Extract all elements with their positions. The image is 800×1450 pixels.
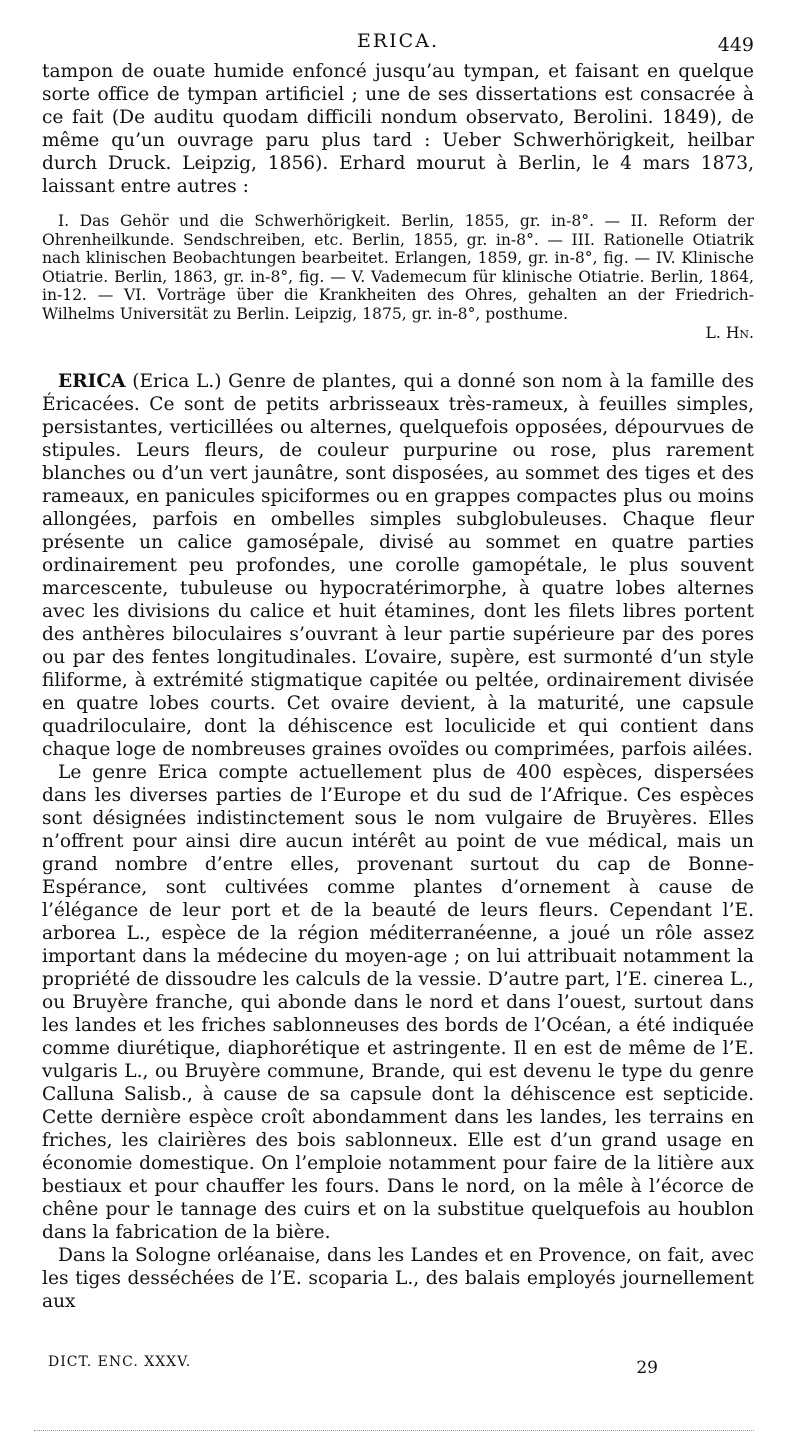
intro-paragraph: tampon de ouate humide enfoncé jusqu’au tympan, et faisant en quelque sorte office de tympan artificiel ; une de ses dissertations est consacrée à ce fait (De auditu quodam difficili nondum observato, Berolini. 1849), de même qu’un ouvrage paru plus tard : Ueber Schwerhörigkeit, heilbar durch Druck. Leipzig, 1856). Erhard mourut à Berlin, le 4 mars 1873, laissant entre autres : xyxy=(42,61,754,197)
page-number: 449 xyxy=(717,34,754,56)
sheet-label: DICT. ENC. XXXV. xyxy=(48,1354,192,1370)
signature-number: 29 xyxy=(636,1358,658,1378)
running-title: ERICA. xyxy=(357,30,439,52)
bibliography-list: I. Das Gehör und die Schwerhörigkeit. Berlin, 1855, gr. in-8°. — II. Reform der Ohrenheilkunde. Sendschreiben, etc. Berlin, 1855, gr. in-8°. — III. Rationelle Otiatrik nach klinischen Beobachtungen bearbeitet. Erlangen, 1859, gr. in-8°, fig. — IV. Klinische Otiatrie. Berlin, 1863, gr. in-8°, fig. — V. Vademecum für klinische Otiatrie. Berlin, 1864, in-12. — VI. Vorträge über die Krankheiten des Ohres, gehalten an der Friedrich-Wilhelms Universität zu Berlin. Leipzig, 1875, gr. in-8°, posthume. xyxy=(42,212,754,323)
entry-headword: ERICA xyxy=(58,371,126,393)
page-header xyxy=(42,0,754,60)
erica-definition xyxy=(42,370,754,761)
bibliography xyxy=(42,212,754,342)
author-signature: L. Hn. xyxy=(705,323,754,342)
genre-paragraph: Le genre Erica compte actuellement plus de 400 espèces, dispersées dans les diverses parties de l’Europe et du sud de l’Afrique. Ces espèces sont désignées indistinctement sous le nom vulgaire de Bruyères. Elles n’offrent pour ainsi dire aucun intérêt au point de vue médical, mais un grand nombre d’entre elles, provenant surtout du cap de Bonne-Espérance, sont cultivées comme plantes d’ornement à cause de l’élégance de leur port et de la beauté de leurs fleurs. Cependant l’E. arborea L., espèce de la région méditerranéenne, a joué un rôle assez important dans la médecine du moyen-age ; on lui attribuait notamment la propriété de dissoudre les calculs de la vessie. D’autre part, l’E. cinerea L., ou Bruyère franche, qui abonde dans le nord et dans l’ouest, surtout dans les landes et les friches sablonneuses des bords de l’Océan, a été indiquée comme diurétique, diaphorétique et astringente. Il en est de même de l’E. vulgaris L., ou Bruyère commune, Brande, qui est devenu le type du genre Calluna Salisb., à cause de sa capsule dont la déhiscence est septicide. Cette dernière espèce croît abondamment dans les landes, les terrains en friches, les clairières des bois sablonneux. Elle est d’un grand usage en économie domestique. On l’emploie notamment pour faire de la litière aux bestiaux et pour chauffer les fours. Dans le nord, on la mêle à l’écorce de chêne pour le tannage des cuirs et on la substitue quelquefois au houblon dans la fabrication de la bière. xyxy=(42,762,754,1244)
erica-entry xyxy=(42,370,754,1313)
erica-description: (Erica L.) Genre de plantes, qui a donné son nom à la famille des Éricacées. Ce sont de petits arbrisseaux très-rameux, à feuilles simples, persistantes, verticillées ou alternes, quelquefois opposées, dépourvues de stipules. Leurs fleurs, de couleur purpurine ou rose, plus rarement blanches ou d’un vert jaunâtre, sont disposées, au sommet des tiges et des rameaux, en panicules spiciformes ou en grappes compactes plus ou moins allongées, parfois en ombelles simples subglobuleuses. Chaque fleur présente un calice gamosépale, divisé au sommet en quatre parties ordinairement peu profondes, une corolle gamopétale, le plus souvent marcescente, tubuleuse ou hypocratérimorphe, à quatre lobes alternes avec les divisions du calice et huit étamines, dont les filets libres portent des anthères biloculaires s’ouvrant à leur partie supérieure par des pores ou par des fentes longitudinales. L’ovaire, supère, est surmonté d’un style filiforme, à extrémité stigmatique capitée ou peltée, ordinairement divisée en quatre lobes courts. Cet ovaire devient, à la maturité, une capsule quadriloculaire, dont la déhiscence est loculicide et qui contient dans chaque loge de nombreuses graines ovoïdes ou comprimées, parfois ailées. xyxy=(42,371,754,761)
sologne-paragraph: Dans la Sologne orléanaise, dans les Landes et en Provence, on fait, avec les tiges desséchées de l’E. scoparia L., des balais employés journellement aux xyxy=(42,1245,754,1313)
page xyxy=(42,0,754,1313)
bottom-dotted-rule xyxy=(34,1430,754,1431)
